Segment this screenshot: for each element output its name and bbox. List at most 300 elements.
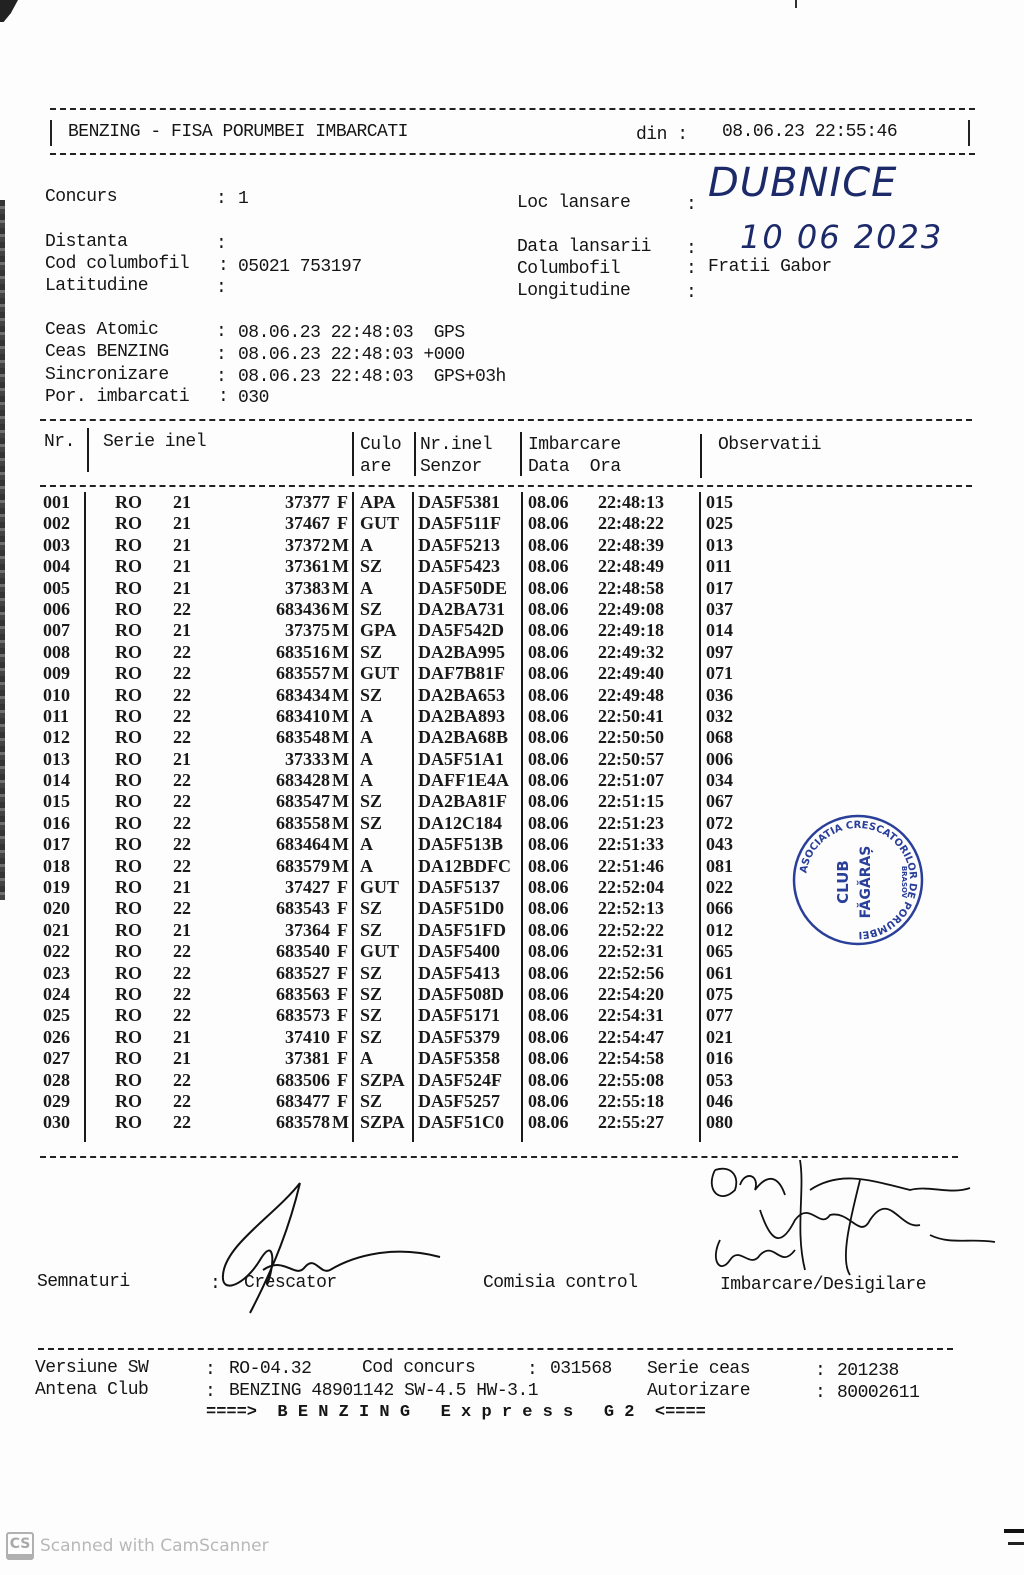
columbofil-label: Columbofil bbox=[517, 259, 621, 279]
cell-embark-time: 22:48:58 bbox=[598, 577, 664, 598]
colon: : bbox=[216, 345, 227, 365]
cell-ring-number: 37364 bbox=[285, 919, 330, 940]
cell-embark-date: 08.06 bbox=[528, 492, 569, 512]
column-divider bbox=[412, 492, 414, 1142]
cell-embark-time: 22:51:46 bbox=[598, 855, 664, 876]
cell-sex: F bbox=[337, 877, 348, 898]
cell-embark-time: 22:54:58 bbox=[598, 1048, 664, 1069]
column-divider bbox=[84, 492, 86, 1142]
cell-sex: M bbox=[332, 556, 349, 577]
cell-ring-number: 37333 bbox=[285, 748, 330, 769]
cell-ring-country: RO bbox=[115, 641, 142, 662]
col-header-imbarcare-1: Imbarcare bbox=[528, 435, 621, 455]
autorizare-label: Autorizare bbox=[647, 1381, 751, 1401]
cell-embark-date: 08.06 bbox=[528, 513, 569, 534]
stamp-club-text: CLUB bbox=[834, 860, 852, 904]
cell-sex: F bbox=[337, 962, 348, 983]
cell-observation: 021 bbox=[706, 1026, 733, 1047]
cell-color-code: GUT bbox=[360, 941, 400, 962]
cell-ring-number: 683516 bbox=[276, 641, 330, 662]
cell-row-number: 019 bbox=[43, 877, 70, 898]
column-divider bbox=[521, 492, 523, 1142]
cell-sensor-id: DA5F51D0 bbox=[418, 898, 504, 919]
cell-ring-number: 37375 bbox=[285, 620, 330, 641]
cell-embark-time: 22:52:13 bbox=[598, 898, 664, 919]
cell-embark-date: 08.06 bbox=[528, 791, 569, 812]
benzing-express-banner: ====> B E N Z I N G E x p r e s s G 2 <==== bbox=[206, 1403, 706, 1422]
cell-embark-date: 08.06 bbox=[528, 1112, 569, 1133]
cell-ring-year: 22 bbox=[173, 1069, 191, 1090]
stamp-ring-text: ASOCIATIA CRESCATORILOR DE PORUMBEI bbox=[798, 819, 919, 941]
cell-ring-number: 37377 bbox=[285, 492, 330, 512]
cell-observation: 036 bbox=[706, 684, 733, 705]
cell-color-code: A bbox=[360, 727, 373, 748]
cell-sex: M bbox=[332, 534, 349, 555]
por-imbarcati-label: Por. imbarcati bbox=[45, 387, 190, 407]
cell-ring-number: 37467 bbox=[285, 513, 330, 534]
loc-lansare-handwritten: DUBNICE bbox=[708, 160, 898, 206]
commission-signatures bbox=[700, 1150, 1000, 1280]
cell-color-code: SZ bbox=[360, 812, 383, 833]
cell-observation: 006 bbox=[706, 748, 733, 769]
cell-sex: F bbox=[337, 1090, 348, 1111]
cell-ring-country: RO bbox=[115, 748, 142, 769]
cell-sensor-id: DA5F5381 bbox=[418, 492, 500, 512]
cell-ring-number: 683543 bbox=[276, 898, 330, 919]
cell-embark-date: 08.06 bbox=[528, 727, 569, 748]
cell-observation: 011 bbox=[706, 556, 733, 577]
cell-row-number: 013 bbox=[43, 748, 70, 769]
cell-sex: F bbox=[337, 898, 348, 919]
cell-sex: M bbox=[332, 812, 349, 833]
colon: : bbox=[210, 1274, 221, 1294]
cell-ring-country: RO bbox=[115, 1005, 142, 1026]
crescator-signature bbox=[205, 1175, 445, 1315]
column-divider bbox=[414, 432, 416, 476]
cell-sensor-id: DA5F5400 bbox=[418, 941, 500, 962]
cell-ring-year: 22 bbox=[173, 855, 191, 876]
cell-color-code: SZ bbox=[360, 919, 383, 940]
cell-observation: 046 bbox=[706, 1090, 733, 1111]
cell-ring-number: 683436 bbox=[276, 598, 330, 619]
cell-embark-time: 22:52:31 bbox=[598, 941, 664, 962]
cell-observation: 037 bbox=[706, 598, 733, 619]
cell-embark-time: 22:49:40 bbox=[598, 663, 664, 684]
cell-embark-date: 08.06 bbox=[528, 705, 569, 726]
cell-sex: F bbox=[337, 919, 348, 940]
colon: : bbox=[218, 256, 229, 276]
colon: : bbox=[216, 278, 227, 298]
cell-row-number: 007 bbox=[43, 620, 70, 641]
camscanner-text: Scanned with CamScanner bbox=[40, 1536, 269, 1556]
camscanner-watermark bbox=[6, 1532, 269, 1560]
cell-observation: 053 bbox=[706, 1069, 733, 1090]
scan-artifact-tick bbox=[795, 0, 797, 8]
cell-embark-date: 08.06 bbox=[528, 1090, 569, 1111]
stamp-city-text: FĂGĂRAȘ bbox=[858, 845, 874, 919]
autorizare-value: 80002611 bbox=[837, 1383, 920, 1403]
cell-row-number: 008 bbox=[43, 641, 70, 662]
cell-sex: M bbox=[332, 620, 349, 641]
scan-artifact-mark bbox=[1008, 1542, 1024, 1545]
cell-row-number: 018 bbox=[43, 855, 70, 876]
cell-embark-time: 22:51:33 bbox=[598, 834, 664, 855]
cell-row-number: 024 bbox=[43, 983, 70, 1004]
cell-observation: 097 bbox=[706, 641, 733, 662]
cod-concurs-label: Cod concurs bbox=[362, 1358, 476, 1378]
imbarcare-desigilare-label: Imbarcare/Desigilare bbox=[720, 1275, 927, 1295]
cell-sex: F bbox=[337, 941, 348, 962]
cell-row-number: 029 bbox=[43, 1090, 70, 1111]
cell-ring-year: 22 bbox=[173, 705, 191, 726]
divider bbox=[40, 419, 972, 421]
scan-artifact-corner bbox=[0, 0, 18, 22]
cell-embark-date: 08.06 bbox=[528, 1069, 569, 1090]
cell-color-code: SZ bbox=[360, 684, 383, 705]
cell-row-number: 016 bbox=[43, 812, 70, 833]
colon: : bbox=[216, 367, 227, 387]
cell-sensor-id: DA2BA893 bbox=[418, 705, 506, 726]
cell-row-number: 020 bbox=[43, 898, 70, 919]
cell-row-number: 011 bbox=[43, 705, 70, 726]
cell-sensor-id: DA5F5358 bbox=[418, 1048, 500, 1069]
cell-embark-time: 22:51:07 bbox=[598, 770, 664, 791]
cell-ring-country: RO bbox=[115, 898, 142, 919]
cell-ring-country: RO bbox=[115, 770, 142, 791]
semnaturi-label: Semnaturi bbox=[37, 1272, 130, 1292]
cell-color-code: SZ bbox=[360, 1090, 383, 1111]
cell-ring-number: 683557 bbox=[276, 663, 330, 684]
cell-row-number: 023 bbox=[43, 962, 70, 983]
cell-ring-country: RO bbox=[115, 919, 142, 940]
cell-sex: M bbox=[332, 663, 349, 684]
cell-row-number: 001 bbox=[43, 492, 70, 512]
cell-embark-time: 22:52:22 bbox=[598, 919, 664, 940]
cell-row-number: 017 bbox=[43, 834, 70, 855]
ceas-atomic-value: 08.06.23 22:48:03 GPS bbox=[238, 323, 465, 343]
cell-sensor-id: DA5F511F bbox=[418, 513, 501, 534]
cell-observation: 080 bbox=[706, 1112, 733, 1133]
cell-ring-country: RO bbox=[115, 577, 142, 598]
cell-sensor-id: DA2BA731 bbox=[418, 598, 506, 619]
cell-ring-number: 683477 bbox=[276, 1090, 330, 1111]
cell-row-number: 022 bbox=[43, 941, 70, 962]
cell-ring-year: 22 bbox=[173, 598, 191, 619]
cell-ring-country: RO bbox=[115, 705, 142, 726]
cell-ring-year: 21 bbox=[173, 748, 191, 769]
cell-ring-country: RO bbox=[115, 855, 142, 876]
cell-sex: F bbox=[337, 1069, 348, 1090]
cell-ring-number: 37381 bbox=[285, 1048, 330, 1069]
colon: : bbox=[205, 1382, 216, 1402]
cell-observation: 081 bbox=[706, 855, 733, 876]
cell-ring-country: RO bbox=[115, 1048, 142, 1069]
cell-embark-time: 22:49:32 bbox=[598, 641, 664, 662]
cell-ring-country: RO bbox=[115, 492, 142, 512]
cell-color-code: SZ bbox=[360, 898, 383, 919]
cell-ring-year: 22 bbox=[173, 684, 191, 705]
cell-sensor-id: DA5F524F bbox=[418, 1069, 502, 1090]
cell-embark-time: 22:49:48 bbox=[598, 684, 664, 705]
cell-row-number: 026 bbox=[43, 1026, 70, 1047]
column-divider bbox=[352, 432, 354, 476]
stamp-side-text: BRASOV bbox=[900, 865, 908, 899]
cell-embark-time: 22:50:50 bbox=[598, 727, 664, 748]
data-lansarii-handwritten: 10 06 2023 bbox=[740, 218, 944, 256]
cell-ring-country: RO bbox=[115, 962, 142, 983]
cell-sex: F bbox=[337, 1048, 348, 1069]
cell-sensor-id: DA2BA653 bbox=[418, 684, 506, 705]
cell-ring-number: 683547 bbox=[276, 791, 330, 812]
cell-embark-time: 22:49:08 bbox=[598, 598, 664, 619]
cell-ring-year: 21 bbox=[173, 877, 191, 898]
cell-ring-year: 22 bbox=[173, 1005, 191, 1026]
cell-row-number: 030 bbox=[43, 1112, 70, 1133]
cell-color-code: SZ bbox=[360, 1026, 383, 1047]
cell-ring-country: RO bbox=[115, 620, 142, 641]
cell-ring-number: 683548 bbox=[276, 727, 330, 748]
cell-sex: M bbox=[332, 855, 349, 876]
cell-sex: M bbox=[332, 748, 349, 769]
cod-columbofil-label: Cod columbofil bbox=[45, 254, 190, 274]
cell-color-code: GUT bbox=[360, 663, 400, 684]
cell-observation: 061 bbox=[706, 962, 733, 983]
cell-sensor-id: DA5F508D bbox=[418, 983, 504, 1004]
cell-ring-number: 683410 bbox=[276, 705, 330, 726]
cell-ring-country: RO bbox=[115, 663, 142, 684]
cell-sex: M bbox=[332, 641, 349, 662]
cell-ring-year: 21 bbox=[173, 919, 191, 940]
cell-ring-number: 683428 bbox=[276, 770, 330, 791]
crescator-label: Crescator bbox=[244, 1273, 337, 1293]
cell-sensor-id: DA5F5379 bbox=[418, 1026, 500, 1047]
cell-sex: M bbox=[332, 577, 349, 598]
column-divider bbox=[700, 434, 702, 478]
cell-color-code: A bbox=[360, 748, 373, 769]
antena-club-label: Antena Club bbox=[35, 1380, 149, 1400]
cell-ring-country: RO bbox=[115, 1069, 142, 1090]
colon: : bbox=[216, 234, 227, 254]
concurs-value: 1 bbox=[238, 189, 249, 209]
ceas-benzing-value: 08.06.23 22:48:03 +000 bbox=[238, 345, 465, 365]
cell-observation: 014 bbox=[706, 620, 733, 641]
cell-ring-country: RO bbox=[115, 556, 142, 577]
cell-observation: 012 bbox=[706, 919, 733, 940]
cell-row-number: 021 bbox=[43, 919, 70, 940]
cell-ring-number: 37361 bbox=[285, 556, 330, 577]
concurs-label: Concurs bbox=[45, 187, 118, 207]
cell-embark-time: 22:48:49 bbox=[598, 556, 664, 577]
cell-ring-number: 37410 bbox=[285, 1026, 330, 1047]
cell-row-number: 002 bbox=[43, 513, 70, 534]
col-header-nrinel-2: Senzor bbox=[420, 457, 482, 477]
cell-embark-time: 22:48:39 bbox=[598, 534, 664, 555]
cell-sensor-id: DA5F50DE bbox=[418, 577, 507, 598]
column-divider bbox=[352, 492, 354, 1142]
cell-sex: M bbox=[332, 727, 349, 748]
cell-ring-number: 683563 bbox=[276, 983, 330, 1004]
colon: : bbox=[218, 387, 229, 407]
cell-embark-date: 08.06 bbox=[528, 855, 569, 876]
cell-ring-country: RO bbox=[115, 598, 142, 619]
colon: : bbox=[205, 1360, 216, 1380]
cell-sensor-id: DA5F5257 bbox=[418, 1090, 500, 1111]
cell-embark-date: 08.06 bbox=[528, 577, 569, 598]
divider bbox=[40, 485, 972, 487]
col-header-culoare-1: Culo bbox=[360, 435, 402, 455]
cell-observation: 067 bbox=[706, 791, 733, 812]
antena-club-value: BENZING 48901142 SW-4.5 HW-3.1 bbox=[229, 1381, 539, 1401]
cell-embark-date: 08.06 bbox=[528, 1048, 569, 1069]
divider bbox=[50, 153, 975, 155]
ceas-benzing-label: Ceas BENZING bbox=[45, 342, 169, 362]
cell-embark-date: 08.06 bbox=[528, 1026, 569, 1047]
distanta-label: Distanta bbox=[45, 232, 128, 252]
cell-observation: 077 bbox=[706, 1005, 733, 1026]
cell-embark-time: 22:55:27 bbox=[598, 1112, 664, 1133]
cell-embark-time: 22:50:57 bbox=[598, 748, 664, 769]
cell-observation: 068 bbox=[706, 727, 733, 748]
col-header-imbarcare-2: Data Ora bbox=[528, 457, 621, 477]
cell-ring-number: 683527 bbox=[276, 962, 330, 983]
header-din-label: din : bbox=[636, 125, 688, 145]
cell-embark-date: 08.06 bbox=[528, 556, 569, 577]
cell-sex: M bbox=[332, 770, 349, 791]
col-header-nrinel-1: Nr.inel bbox=[420, 435, 493, 455]
cell-ring-number: 683506 bbox=[276, 1069, 330, 1090]
cell-row-number: 028 bbox=[43, 1069, 70, 1090]
loc-lansare-label: Loc lansare bbox=[517, 193, 631, 213]
cell-embark-date: 08.06 bbox=[528, 834, 569, 855]
cell-sensor-id: DA5F5423 bbox=[418, 556, 500, 577]
cell-embark-date: 08.06 bbox=[528, 983, 569, 1004]
cell-embark-time: 22:49:18 bbox=[598, 620, 664, 641]
colon: : bbox=[815, 1361, 826, 1381]
cell-row-number: 027 bbox=[43, 1048, 70, 1069]
cell-embark-time: 22:48:22 bbox=[598, 513, 664, 534]
cell-ring-country: RO bbox=[115, 1112, 142, 1133]
cell-observation: 066 bbox=[706, 898, 733, 919]
cell-ring-year: 22 bbox=[173, 791, 191, 812]
cell-ring-year: 22 bbox=[173, 941, 191, 962]
cell-color-code: A bbox=[360, 534, 373, 555]
cell-sensor-id: DA5F542D bbox=[418, 620, 504, 641]
cell-sensor-id: DA5F513B bbox=[418, 834, 503, 855]
cell-ring-year: 21 bbox=[173, 1026, 191, 1047]
col-header-observatii: Observatii bbox=[718, 435, 822, 455]
cell-sensor-id: DAF7B81F bbox=[418, 663, 505, 684]
cell-color-code: A bbox=[360, 705, 373, 726]
cell-ring-country: RO bbox=[115, 513, 142, 534]
cell-embark-date: 08.06 bbox=[528, 641, 569, 662]
cell-ring-country: RO bbox=[115, 1026, 142, 1047]
sincronizare-value: 08.06.23 22:48:03 GPS+03h bbox=[238, 367, 506, 387]
cell-embark-date: 08.06 bbox=[528, 598, 569, 619]
cell-sensor-id: DA5F5137 bbox=[418, 877, 500, 898]
cell-sensor-id: DA5F51A1 bbox=[418, 748, 504, 769]
cell-color-code: APA bbox=[360, 492, 396, 512]
cell-observation: 017 bbox=[706, 577, 733, 598]
cod-columbofil-value: 05021 753197 bbox=[238, 257, 362, 277]
cell-ring-year: 21 bbox=[173, 620, 191, 641]
cell-embark-date: 08.06 bbox=[528, 770, 569, 791]
versiune-sw-value: RO-04.32 bbox=[229, 1359, 312, 1379]
cell-embark-date: 08.06 bbox=[528, 684, 569, 705]
cell-color-code: A bbox=[360, 834, 373, 855]
comisia-control-label: Comisia control bbox=[483, 1273, 638, 1293]
cell-ring-year: 21 bbox=[173, 1048, 191, 1069]
col-header-serie: Serie inel bbox=[103, 432, 207, 452]
col-header-culoare-2: are bbox=[360, 457, 391, 477]
cell-observation: 013 bbox=[706, 534, 733, 555]
cell-embark-date: 08.06 bbox=[528, 620, 569, 641]
cell-embark-time: 22:52:56 bbox=[598, 962, 664, 983]
cell-sensor-id: DA5F51C0 bbox=[418, 1112, 504, 1133]
cell-ring-year: 21 bbox=[173, 577, 191, 598]
cell-ring-number: 683558 bbox=[276, 812, 330, 833]
cell-ring-year: 22 bbox=[173, 1112, 191, 1133]
cell-color-code: SZ bbox=[360, 1005, 383, 1026]
longitudine-label: Longitudine bbox=[517, 281, 631, 301]
cell-observation: 025 bbox=[706, 513, 733, 534]
cell-color-code: SZPA bbox=[360, 1112, 405, 1133]
cell-ring-country: RO bbox=[115, 534, 142, 555]
colon: : bbox=[527, 1360, 538, 1380]
cell-ring-number: 683573 bbox=[276, 1005, 330, 1026]
cell-row-number: 005 bbox=[43, 577, 70, 598]
cell-color-code: SZPA bbox=[360, 1069, 405, 1090]
cell-sex: M bbox=[332, 598, 349, 619]
cell-ring-year: 22 bbox=[173, 812, 191, 833]
cell-ring-year: 21 bbox=[173, 492, 191, 512]
cell-sex: M bbox=[332, 791, 349, 812]
cell-row-number: 010 bbox=[43, 684, 70, 705]
cell-embark-time: 22:55:18 bbox=[598, 1090, 664, 1111]
cell-embark-time: 22:54:47 bbox=[598, 1026, 664, 1047]
cell-sex: F bbox=[337, 1005, 348, 1026]
cell-sensor-id: DA5F5171 bbox=[418, 1005, 500, 1026]
cell-color-code: GUT bbox=[360, 513, 400, 534]
cell-ring-country: RO bbox=[115, 684, 142, 705]
cell-ring-country: RO bbox=[115, 1090, 142, 1111]
divider bbox=[38, 1348, 953, 1350]
cell-embark-time: 22:48:13 bbox=[598, 492, 664, 512]
cell-embark-date: 08.06 bbox=[528, 1005, 569, 1026]
cell-observation: 065 bbox=[706, 941, 733, 962]
cell-sex: M bbox=[332, 705, 349, 726]
cell-sensor-id: DA5F5413 bbox=[418, 962, 500, 983]
scan-artifact-mark bbox=[1004, 1529, 1024, 1533]
cell-ring-year: 22 bbox=[173, 641, 191, 662]
cell-sensor-id: DA12C184 bbox=[418, 812, 502, 833]
cell-sex: M bbox=[332, 684, 349, 705]
serie-ceas-value: 201238 bbox=[837, 1361, 899, 1381]
colon: : bbox=[686, 259, 697, 279]
cell-observation: 016 bbox=[706, 1048, 733, 1069]
cell-observation: 015 bbox=[706, 492, 733, 512]
cell-ring-number: 683579 bbox=[276, 855, 330, 876]
cell-ring-year: 22 bbox=[173, 898, 191, 919]
latitudine-label: Latitudine bbox=[45, 276, 149, 296]
cell-embark-time: 22:54:31 bbox=[598, 1005, 664, 1026]
cell-row-number: 015 bbox=[43, 791, 70, 812]
cell-color-code: GPA bbox=[360, 620, 397, 641]
cell-row-number: 003 bbox=[43, 534, 70, 555]
header-din-value: 08.06.23 22:55:46 bbox=[722, 122, 898, 142]
cod-concurs-value: 031568 bbox=[550, 1359, 612, 1379]
cell-sex: F bbox=[337, 983, 348, 1004]
cell-color-code: SZ bbox=[360, 962, 383, 983]
